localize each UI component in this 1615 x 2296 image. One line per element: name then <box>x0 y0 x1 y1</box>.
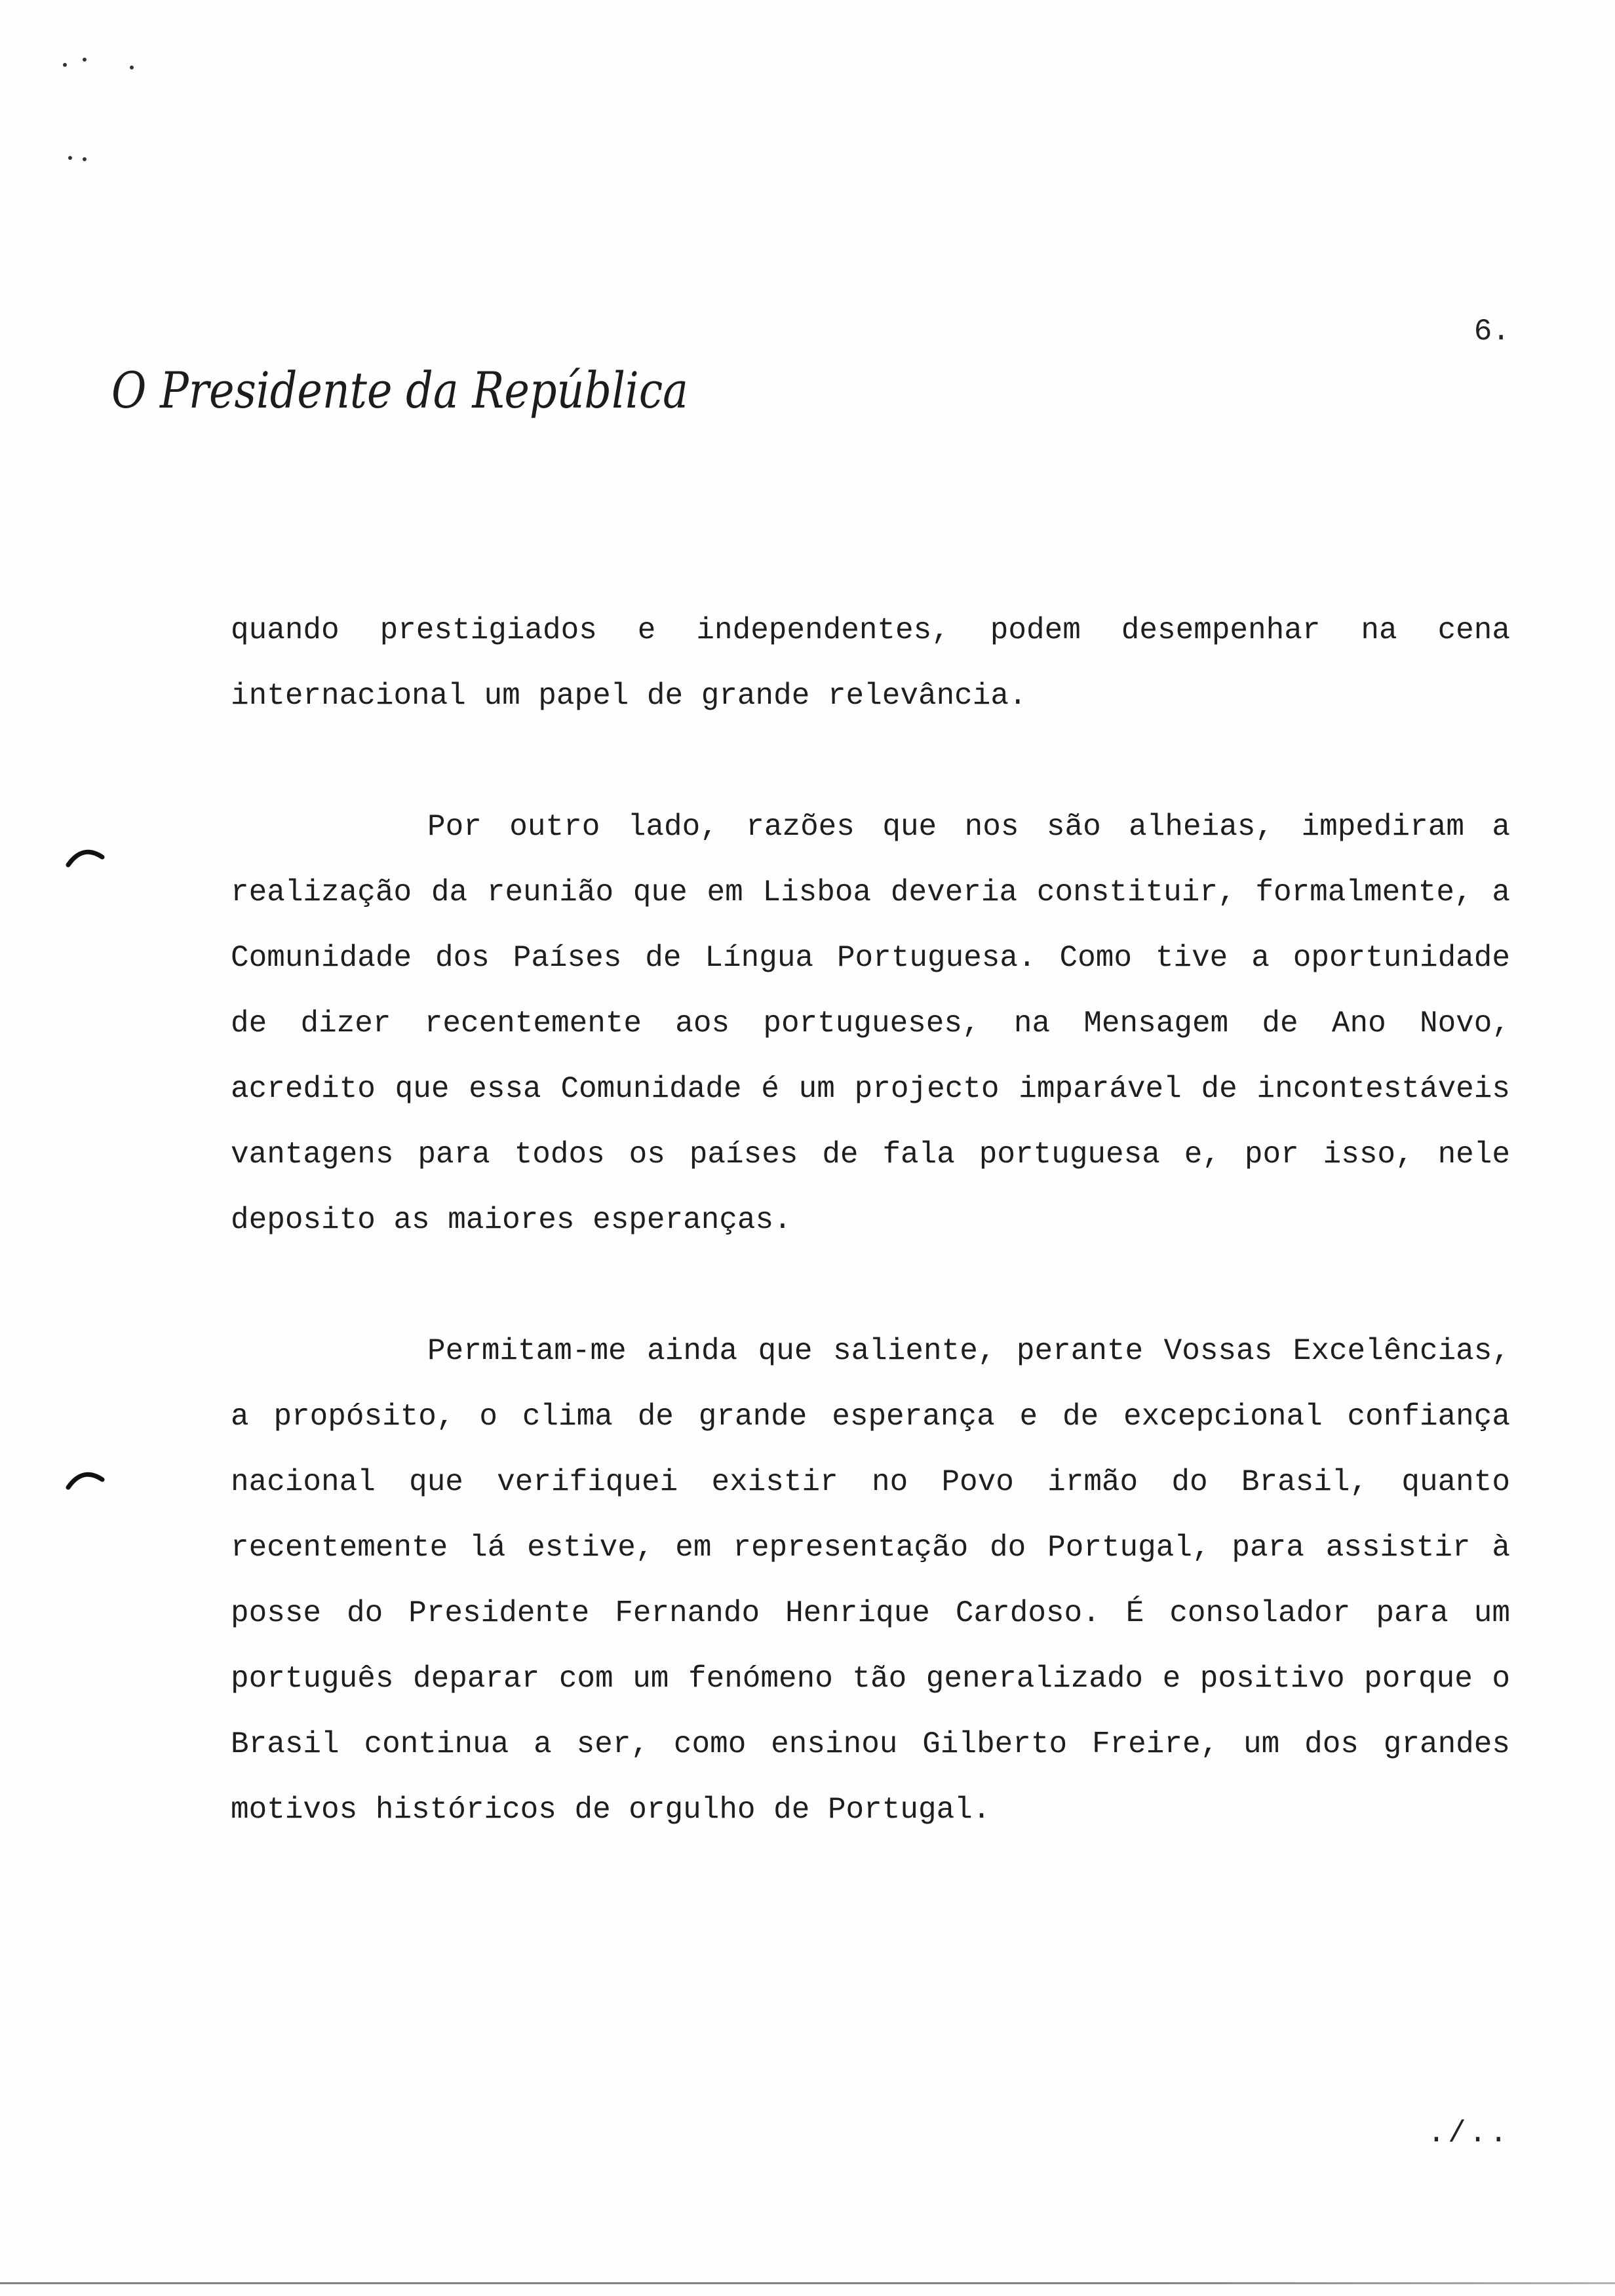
paragraph: Permitam-me ainda que saliente, perante Vossas Excelências, a propósito, o clima de grande esperança e de excepcional confiança nacional que verifiquei existir no Povo irmão do Brasil, quanto recentemente lá estive, em representação do Portugal, para assistir à posse do Presidente Fernando Henrique Cardoso. É consolador para um português deparar com um fenómeno tão generalizado e positivo porque o Brasil continua a ser, como ensinou Gilberto Freire, um dos grandes motivos históricos de orgulho de Portugal. <box>231 1334 1510 1827</box>
punch-hole-mark <box>66 1465 105 1491</box>
page-number: 6. <box>1473 315 1510 349</box>
paragraph: Por outro lado, razões que nos são alheias, impediram a realização da reunião que em Lisboa deveria constituir, formalmente, a Comunidade dos Países de Língua Portuguesa. Como tive a oportunidade de dizer recentemente aos portugueses, na Mensagem de Ano Novo, acredito que essa Comunidade é um projecto imparável de incontestáveis vantagens para todos os países de fala portuguesa e, por isso, nele deposito as maiores esperanças. <box>231 810 1510 1237</box>
scan-speck <box>68 156 72 160</box>
scan-speck <box>63 63 67 67</box>
letterhead-text: O Presidente da República <box>111 361 688 419</box>
continuation-mark: ./.. <box>1427 2116 1510 2151</box>
letterhead <box>111 354 701 426</box>
scan-speck <box>83 157 87 161</box>
scan-speck <box>130 66 134 69</box>
body-text <box>231 598 1510 1843</box>
letterhead-script <box>111 354 701 426</box>
paragraph: quando prestigiados e independentes, podem desempenhar na cena internacional um papel de grande relevância. <box>231 613 1510 713</box>
punch-hole-mark <box>66 843 105 869</box>
scan-speck <box>83 58 87 62</box>
scan-edge-rule <box>0 2282 1615 2284</box>
